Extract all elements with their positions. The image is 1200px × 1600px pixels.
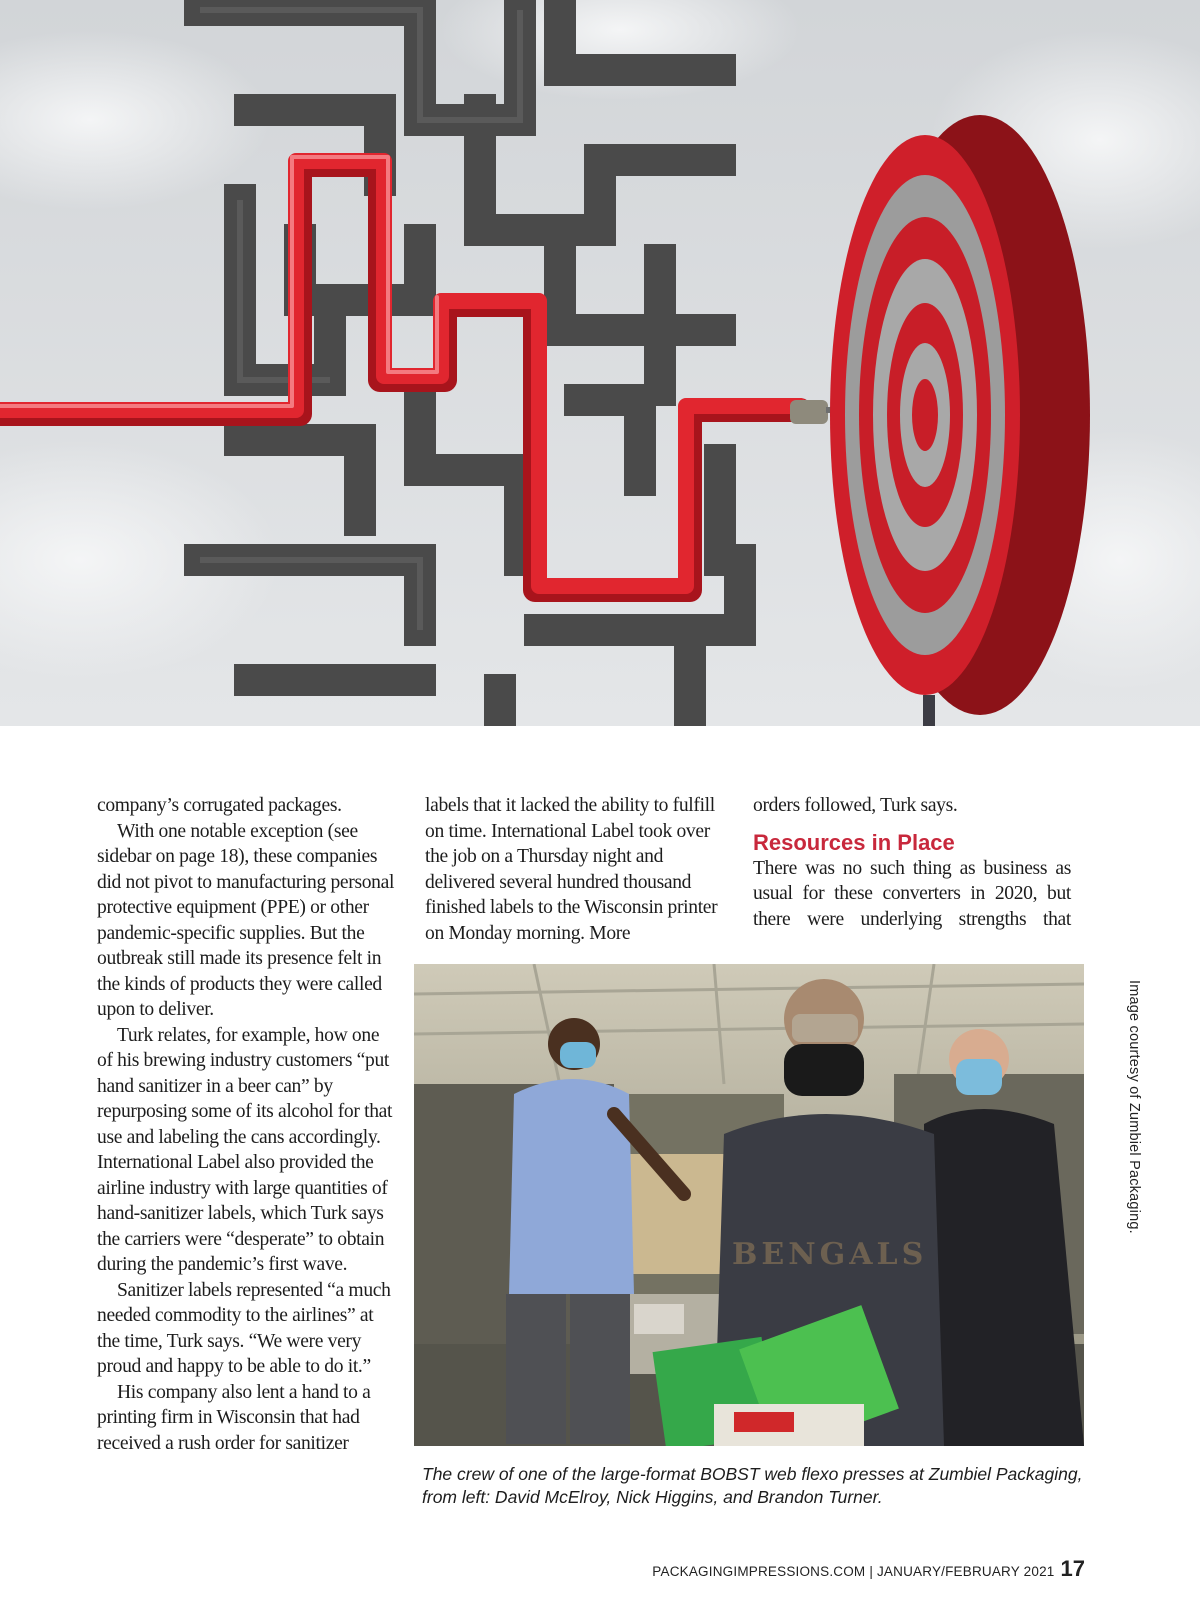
paragraph: His company also lent a hand to a printing firm in Wisconsin that had received a rush order for sanitizer <box>97 1381 371 1454</box>
target <box>830 115 1090 726</box>
paragraph: Sanitizer labels represented “a much needed commodity to the airlines” at the time, Turk says. “We were very proud and happy to be able to do it.” <box>97 1279 391 1377</box>
section-heading: Resources in Place <box>753 829 955 855</box>
paragraph: Turk relates, for example, how one of his brewing industry customers “put hand sanitizer in a beer can” by repurposing some of its alcohol for that use and labeling the cans accordingly. International Label also provided the airline industry with large quantities of hand-sanitizer labels, which Turk says the carriers were “desperate” to obtain during the pandemic’s first wave. <box>97 1024 393 1275</box>
page-number: 17 <box>1060 1556 1085 1581</box>
publication-line: PACKAGINGIMPRESSIONS.COM | JANUARY/FEBRUARY 2021 <box>652 1564 1055 1579</box>
photo-caption <box>422 1463 1102 1509</box>
factory-photo-image <box>414 964 1084 1446</box>
paragraph: There was no such thing as business as usual for these converters in 2020, but there were underlying strengths that <box>753 857 1071 930</box>
article-column-3 <box>753 793 1071 932</box>
article-column-2 <box>425 793 735 946</box>
page-footer <box>652 1556 1085 1582</box>
paragraph: labels that it lacked the ability to fulfill on time. International Label took over the job on a Thursday night and delivered several hundred thousand finished labels to the Wisconsin printer on Monday morning. More <box>425 795 718 944</box>
photo-credit: Image courtesy of Zumbiel Packaging. <box>1126 980 1142 1234</box>
maze-target-image <box>0 0 1200 726</box>
paragraph: With one notable exception (see sidebar on page 18), these companies did not pivot to manufacturing personal protective equipment (PPE) or other pandemic-specific supplies. But the outbreak still made its presence felt in the kinds of products they were called upon to deliver. <box>97 820 395 1020</box>
crew-photo <box>414 964 1084 1446</box>
article-column-1 <box>97 793 397 1456</box>
paragraph: company’s corrugated packages. <box>97 795 342 816</box>
paragraph: orders followed, Turk says. <box>753 795 958 816</box>
shirt-text: BENGALS <box>732 1237 928 1272</box>
hero-illustration <box>0 0 1200 726</box>
caption-text: The crew of one of the large-format BOBST web flexo presses at Zumbiel Packaging, from left: David McElroy, Nick Higgins, and Brandon Turner. <box>422 1464 1083 1507</box>
